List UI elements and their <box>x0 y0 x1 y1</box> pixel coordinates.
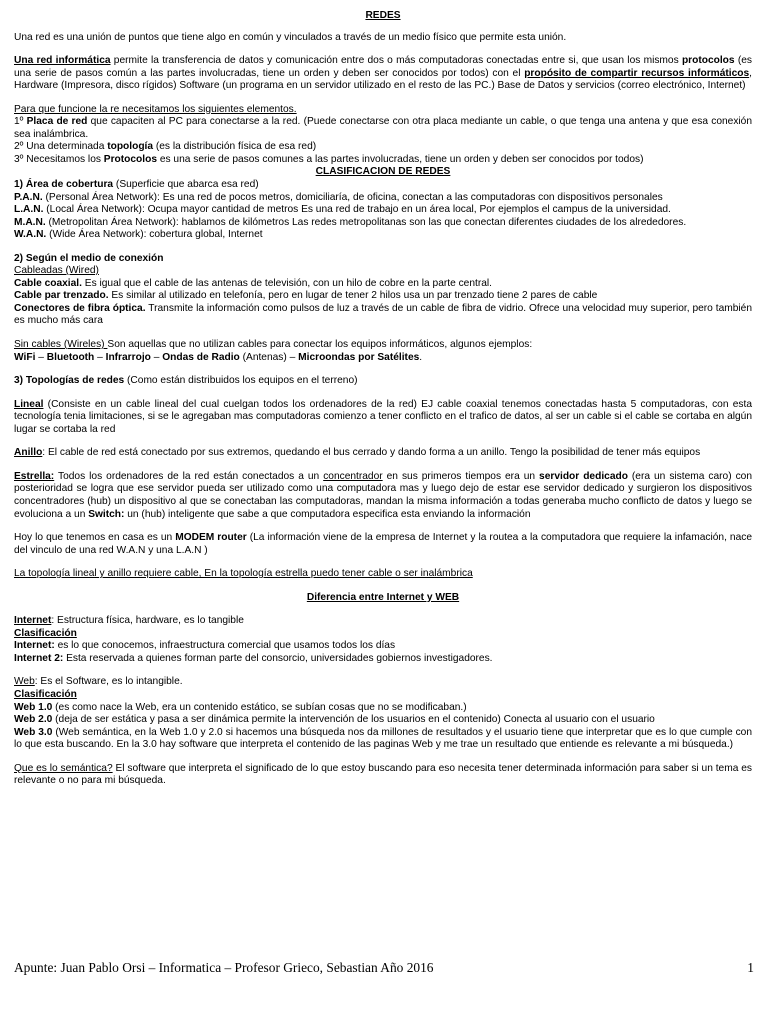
coaxial-item: Cable coaxial. Es igual que el cable de las antenas de televisión, con un hilo de cobre en la parte central. <box>14 277 492 289</box>
lineal-paragraph: Lineal (Consiste en un cable lineal del cual cuelgan todos los ordenadores de la red) EJ cable coaxial tenemos conectadas hasta 5 computadoras, con esta tecnología tenia limitaciones, si se le agregaban mas computadoras comienzo a tener conflicto en el trafico de datos, al ser un cable si el cable se cortaba en algún lugar se cortaba la red <box>14 398 752 435</box>
sin-cables-item: Sin cables (Wireles) Son aquellas que no utilizan cables para conectar los equipos informáticos, algunos ejemplos: <box>14 339 533 351</box>
cobertura-heading: 1) Área de cobertura (Superficie que abarca esa red) <box>14 179 259 191</box>
web-item: Web: Es el Software, es lo intangible. <box>14 676 183 688</box>
intro-paragraph: Una red es una unión de puntos que tiene algo en común y vinculados a través de un medio físico que permite esta unión. <box>14 31 567 43</box>
cableadas-heading: Cableadas (Wired) <box>14 265 99 277</box>
estrella-paragraph: Estrella: Todos los ordenadores de la red están conectados a un concentrador en sus primeros tiempos era un servidor dedicado (era un sistema caro) con posterioridad se logra que ese servidor pueda ser utilizado como una computadora mas y luego dejo de estar ese servidor dedicado y surgieron los dispositivos concentradores (hub) un dispositivo al que se conectaban las computadoras, mandan la misma información a todas generaba mucho conflicto de datos y luego se evoluciona a un Switch: un (hub) inteligente que sabe a que computadora especifica esta enviando la información <box>14 470 752 520</box>
pan-item: P.A.N. (Personal Área Network): Es una red de pocos metros, domiciliaría, de oficina, conectan a las computadoras con dispositivos personales <box>14 191 663 203</box>
modem-paragraph: Hoy lo que tenemos en casa es un MODEM router (La información viene de la empresa de Internet y la routea a la computadora que requiere la infamación, nace del vinculo de una red W.A.N y una L.A.N ) <box>14 532 753 556</box>
internet2-item: Internet 2: Esta reservada a quienes forman parte del consorcio, universidades gobiernos investigadores. <box>14 652 493 664</box>
red-informatica-term: Una red informática <box>14 55 111 67</box>
topologias-heading: 3) Topologías de redes (Como están distribuidos los equipos en el terreno) <box>14 375 358 387</box>
par-trenzado-item: Cable par trenzado. Es similar al utilizado en telefonía, pero en lugar de tener 2 hilos usa un par trenzado tiene 2 pares de cable <box>14 290 598 302</box>
wan-item: W.A.N. (Wide Área Network): cobertura global, Internet <box>14 229 263 241</box>
protocolos-term: protocolos <box>681 55 735 67</box>
requisitos-heading: Para que funcione la re necesitamos los siguientes elementos. <box>14 103 297 115</box>
diferencia-heading: Diferencia entre Internet y WEB <box>306 591 460 603</box>
requisito-item: 3º Necesitamos los Protocolos es una serie de pasos comunes a las partes involucradas, tiene un orden y deben ser conocidos por todos) <box>14 153 644 165</box>
web1-item: Web 1.0 (es como nace la Web, era un contenido estático, se subían cosas que no se modificaban.) <box>14 701 467 713</box>
internet-clasificacion-heading: Clasificación <box>14 627 77 639</box>
web-clasificacion-heading: Clasificación <box>14 688 77 700</box>
footer-text: Apunte: Juan Pablo Orsi – Informatica – Profesor Grieco, Sebastian Año 2016 <box>14 960 434 975</box>
requisito-item: 2º Una determinada topología (es la distribución física de esa red) <box>14 141 317 153</box>
web2-item: Web 2.0 (deja de ser estática y pasa a ser dinámica permite la intervención de los usuarios en el contenido) Conecta al usuario con el usuario <box>14 714 655 726</box>
page-number: 1 <box>747 960 754 975</box>
fibra-item: Conectores de fibra óptica. Transmite la información como pulsos de luz a través de un cable de fibra de vidrio. Ofrece una velocidad muy superior, pero también es mucho más cara <box>14 302 752 327</box>
proposito-term: propósito de compartir recursos informáticos <box>524 67 750 79</box>
conexion-heading: 2) Según el medio de conexión <box>14 252 164 264</box>
topologia-nota: La topología lineal y anillo requiere cable, En la topología estrella puedo tener cable o ser inalámbrica <box>14 568 473 580</box>
man-item: M.A.N. (Metropolitan Área Network): hablamos de kilómetros Las redes metropolitanas son las que conectan diferentes ciudades de los alrededores. <box>14 216 687 228</box>
wireless-list: WiFi – Bluetooth – Infrarrojo – Ondas de Radio (Antenas) – Microondas por Satélites. <box>14 351 423 363</box>
document-title: REDES <box>365 10 401 21</box>
requisito-item: 1º Placa de red que capaciten al PC para conectarse a la red. (Puede conectarse con otra placa mediante un cable, o que tenga una antena y que esa conexión sea inalámbrica. <box>14 116 753 140</box>
page-footer <box>14 960 754 976</box>
anillo-paragraph: Anillo: El cable de red está conectado por sus extremos, quedando el bus cerrado y dando forma a un anillo. Tengo la posibilidad de tener más equipos <box>14 447 701 459</box>
internet1-item: Internet: es lo que conocemos, infraestructura comercial que usamos todos los días <box>14 640 396 652</box>
document-body <box>14 10 752 788</box>
web3-item: Web 3.0 (Web semántica, en la Web 1.0 y 2.0 si hacemos una búsqueda nos da millones de resultados y el usuario tiene que interpretar que es lo que cumple con lo que esta buscando. En la 3.0 hay software que interpreta el contenido de las paginas Web y me trae un resultado que entiende es relevante a mi búsqueda.) <box>14 726 753 751</box>
clasificacion-heading: CLASIFICACION DE REDES <box>315 166 451 178</box>
red-informatica-paragraph: Una red informática permite la transferencia de datos y comunicación entre dos o más computadoras conectadas entre si, que usan los mismos protocolos (es una serie de pasos común a las partes involucradas, tiene un orden y deben ser conocidos por todos) con el propósito de compartir recursos informáticos, Hardware (Impresora, disco rígidos) Software (un programa en un servidor utilizado en el resto de las PC.) Base de Datos y servicios (correo electrónico, Internet) <box>14 55 752 92</box>
internet-item: Internet: Estructura física, hardware, es lo tangible <box>14 615 244 627</box>
lan-item: L.A.N. (Local Área Network): Ocupa mayor cantidad de metros Es una red de trabajo en un área local, Por ejemplos el campus de la universidad. <box>14 204 671 216</box>
semantica-paragraph: Que es lo semántica? El software que interpreta el significado de lo que estoy buscando para eso necesita tener determinada información para saber si un tema es relevante o no para mi búsqueda. <box>14 762 752 787</box>
